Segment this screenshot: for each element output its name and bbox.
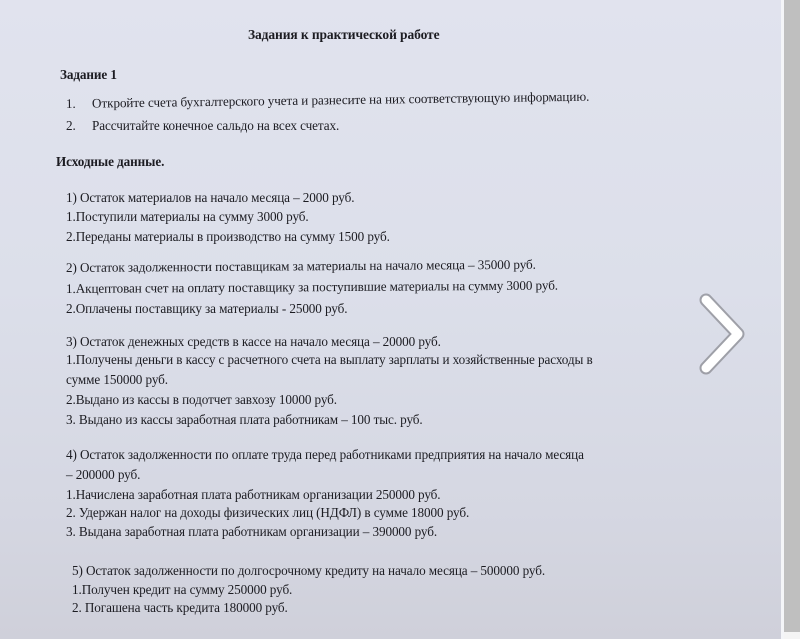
section-item: 2. Удержан налог на доходы физических лиц (НДФЛ) в сумме 18000 руб. [66,505,470,520]
section-header: 2) Остаток задолженности поставщикам за материалы на начало месяца – 35000 руб. [65,256,536,275]
page-title: Задания к практической работе [248,27,440,42]
section-item: 1.Получен кредит на сумму 250000 руб. [72,582,293,597]
section-item: 2.Переданы материалы в производство на сумму 1500 руб. [66,229,390,244]
section-header: 5) Остаток задолженности по долгосрочному кредиту на начало месяца – 500000 руб. [72,563,546,578]
section-item: 2. Погашена часть кредита 180000 руб. [72,600,288,615]
section-item: 3. Выдана заработная плата работникам организации – 390000 руб. [66,524,438,539]
task-heading: Задание 1 [60,67,117,82]
chevron-right-icon [692,288,752,380]
next-image-button[interactable] [692,288,752,380]
section-item: 2.Выдано из кассы в подотчет завхозу 10000 руб. [66,392,337,407]
section-item: 1.Начислена заработная плата работникам организации 250000 руб. [66,487,441,502]
instruction-item: 2. Рассчитайте конечное сальдо на всех счетах. [66,118,340,133]
section-header: 1) Остаток материалов на начало месяца – 2000 руб. [66,190,355,205]
section-item: сумме 150000 руб. [66,372,168,387]
section-header-continuation: – 200000 руб. [66,467,141,482]
section-item: 1.Получены деньги в кассу с расчетного счета на выплату зарплаты и хозяйственные расходы в [66,352,593,367]
instruction-item: 1. Откройте счета бухгалтерского учета и разнесите на них соответствующую информацию. [65,88,590,111]
section-header: 4) Остаток задолженности по оплате труда перед работниками предприятия на начало месяца [66,447,584,462]
section-item: 1.Поступили материалы на сумму 3000 руб. [66,209,309,224]
viewer-side-panel [784,0,800,632]
section-item: 2.Оплачены поставщику за материалы - 25000 руб. [66,301,348,316]
viewer-side-panel-footer [784,632,800,639]
section-item: 1.Акцептован счет на оплату поставщику за поступившие материалы на сумму 3000 руб. [65,277,559,296]
source-data-heading: Исходные данные. [56,154,165,169]
section-item: 3. Выдано из кассы заработная плата работникам – 100 тыс. руб. [66,412,423,427]
section-header: 3) Остаток денежных средств в кассе на начало месяца – 20000 руб. [66,334,441,349]
